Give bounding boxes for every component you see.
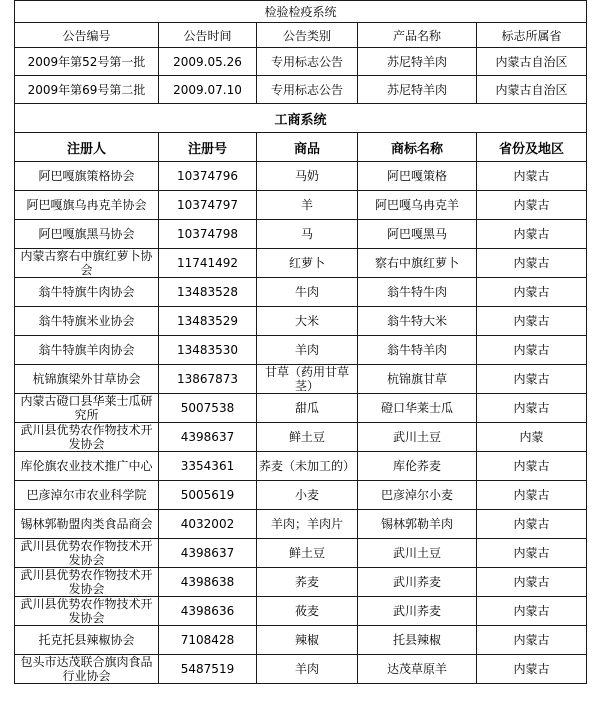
commerce-header-cell: 注册号: [159, 133, 257, 162]
inspection-header-cell: 公告时间: [159, 23, 257, 48]
commerce-cell: 马奶: [257, 162, 358, 191]
commerce-row: [15, 539, 587, 568]
commerce-row: [15, 249, 587, 278]
commerce-cell: 小麦: [257, 481, 358, 510]
commerce-cell: 内蒙古: [477, 452, 587, 481]
commerce-cell: 武川县优势农作物技术开发协会: [15, 539, 159, 568]
commerce-cell: 锡林郭勒盟肉类食品商会: [15, 510, 159, 539]
commerce-cell: 荞麦（未加工的）: [257, 452, 358, 481]
commerce-cell: 巴彦淖尔小麦: [358, 481, 477, 510]
commerce-cell: 辣椒: [257, 626, 358, 655]
section-row-inspection: [15, 1, 587, 23]
commerce-cell: 5005619: [159, 481, 257, 510]
commerce-row: [15, 394, 587, 423]
commerce-cell: 武川荞麦: [358, 568, 477, 597]
commerce-cell: 武川荞麦: [358, 597, 477, 626]
commerce-cell: 内蒙古: [477, 162, 587, 191]
commerce-cell: 达茂草原羊: [358, 655, 477, 684]
commerce-cell: 羊肉；羊肉片: [257, 510, 358, 539]
commerce-row: [15, 626, 587, 655]
commerce-cell: 大米: [257, 307, 358, 336]
commerce-row: [15, 481, 587, 510]
commerce-cell: 阿巴嘎黑马: [358, 220, 477, 249]
commerce-cell: 10374798: [159, 220, 257, 249]
commerce-row: [15, 336, 587, 365]
commerce-row: [15, 365, 587, 394]
commerce-cell: 内蒙古磴口县华莱士瓜研究所: [15, 394, 159, 423]
commerce-cell: 内蒙古: [477, 336, 587, 365]
commerce-row: [15, 510, 587, 539]
commerce-cell: 5007538: [159, 394, 257, 423]
commerce-cell: 莜麦: [257, 597, 358, 626]
inspection-cell: 2009年第69号第二批: [15, 76, 159, 104]
commerce-cell: 红萝卜: [257, 249, 358, 278]
commerce-cell: 鲜土豆: [257, 539, 358, 568]
commerce-cell: 武川土豆: [358, 539, 477, 568]
commerce-cell: 马: [257, 220, 358, 249]
commerce-cell: 察右中旗红萝卜: [358, 249, 477, 278]
commerce-cell: 甘草（药用甘草茎）: [257, 365, 358, 394]
inspection-cell: 苏尼特羊肉: [358, 76, 477, 104]
commerce-cell: 13483528: [159, 278, 257, 307]
commerce-cell: 阿巴嘎旗黑马协会: [15, 220, 159, 249]
section-title-inspection: 检验检疫系统: [15, 1, 587, 23]
commerce-cell: 锡林郭勒羊肉: [358, 510, 477, 539]
commerce-cell: 内蒙古: [477, 394, 587, 423]
commerce-cell: 内蒙古: [477, 249, 587, 278]
commerce-header-cell: 商标名称: [358, 133, 477, 162]
commerce-cell: 11741492: [159, 249, 257, 278]
inspection-header-cell: 标志所属省: [477, 23, 587, 48]
commerce-cell: 内蒙古: [477, 220, 587, 249]
commerce-cell: 内蒙古: [477, 278, 587, 307]
commerce-cell: 包头市达茂联合旗肉食品行业协会: [15, 655, 159, 684]
commerce-cell: 库伦旗农业技术推广中心: [15, 452, 159, 481]
commerce-cell: 内蒙古: [477, 539, 587, 568]
commerce-cell: 羊肉: [257, 336, 358, 365]
commerce-cell: 巴彦淖尔市农业科学院: [15, 481, 159, 510]
commerce-cell: 荞麦: [257, 568, 358, 597]
commerce-cell: 杭锦旗梁外甘草协会: [15, 365, 159, 394]
commerce-row: [15, 597, 587, 626]
inspection-header-cell: 产品名称: [358, 23, 477, 48]
commerce-header-cell: 注册人: [15, 133, 159, 162]
commerce-cell: 3354361: [159, 452, 257, 481]
section-row-commerce: [15, 104, 587, 133]
inspection-cell: 苏尼特羊肉: [358, 48, 477, 76]
inspection-header-cell: 公告类别: [257, 23, 358, 48]
commerce-cell: 4398637: [159, 539, 257, 568]
commerce-cell: 5487519: [159, 655, 257, 684]
inspection-cell: 2009.05.26: [159, 48, 257, 76]
commerce-cell: 托县辣椒: [358, 626, 477, 655]
commerce-cell: 内蒙古: [477, 481, 587, 510]
commerce-cell: 13483529: [159, 307, 257, 336]
commerce-row: [15, 452, 587, 481]
commerce-cell: 羊: [257, 191, 358, 220]
section-title-commerce: 工商系统: [15, 104, 587, 133]
commerce-cell: 翁牛特旗羊肉协会: [15, 336, 159, 365]
commerce-cell: 甜瓜: [257, 394, 358, 423]
commerce-cell: 武川土豆: [358, 423, 477, 452]
inspection-cell: 专用标志公告: [257, 76, 358, 104]
commerce-row: [15, 220, 587, 249]
commerce-cell: 内蒙古察右中旗红萝卜协会: [15, 249, 159, 278]
commerce-row: [15, 423, 587, 452]
commerce-cell: 翁牛特大米: [358, 307, 477, 336]
commerce-cell: 7108428: [159, 626, 257, 655]
commerce-cell: 羊肉: [257, 655, 358, 684]
commerce-cell: 10374797: [159, 191, 257, 220]
commerce-cell: 牛肉: [257, 278, 358, 307]
commerce-cell: 阿巴嘎旗乌冉克羊协会: [15, 191, 159, 220]
commerce-cell: 13867873: [159, 365, 257, 394]
commerce-cell: 4398637: [159, 423, 257, 452]
commerce-cell: 杭锦旗甘草: [358, 365, 477, 394]
commerce-cell: 阿巴嘎乌冉克羊: [358, 191, 477, 220]
commerce-cell: 内蒙古: [477, 655, 587, 684]
commerce-row: [15, 655, 587, 684]
inspection-header-row: [15, 23, 587, 48]
commerce-header-cell: 商品: [257, 133, 358, 162]
inspection-cell: 专用标志公告: [257, 48, 358, 76]
commerce-cell: 托克托县辣椒协会: [15, 626, 159, 655]
commerce-cell: 4032002: [159, 510, 257, 539]
commerce-cell: 鲜土豆: [257, 423, 358, 452]
inspection-row: [15, 76, 587, 104]
commerce-cell: 内蒙古: [477, 365, 587, 394]
commerce-row: [15, 307, 587, 336]
commerce-cell: 内蒙古: [477, 307, 587, 336]
commerce-cell: 库伦荞麦: [358, 452, 477, 481]
commerce-cell: 内蒙: [477, 423, 587, 452]
commerce-cell: 4398638: [159, 568, 257, 597]
commerce-cell: 4398636: [159, 597, 257, 626]
commerce-cell: 翁牛特羊肉: [358, 336, 477, 365]
commerce-row: [15, 162, 587, 191]
inspection-header-cell: 公告编号: [15, 23, 159, 48]
commerce-cell: 内蒙古: [477, 597, 587, 626]
commerce-cell: 翁牛特旗牛肉协会: [15, 278, 159, 307]
inspection-cell: 内蒙古自治区: [477, 76, 587, 104]
commerce-cell: 武川县优势农作物技术开发协会: [15, 597, 159, 626]
commerce-header-cell: 省份及地区: [477, 133, 587, 162]
commerce-cell: 13483530: [159, 336, 257, 365]
commerce-row: [15, 278, 587, 307]
commerce-cell: 阿巴嘎旗策格协会: [15, 162, 159, 191]
inspection-cell: 内蒙古自治区: [477, 48, 587, 76]
commerce-cell: 内蒙古: [477, 510, 587, 539]
inspection-cell: 2009.07.10: [159, 76, 257, 104]
commerce-cell: 10374796: [159, 162, 257, 191]
inspection-row: [15, 48, 587, 76]
commerce-row: [15, 191, 587, 220]
commerce-cell: 武川县优势农作物技术开发协会: [15, 568, 159, 597]
commerce-header-row: [15, 133, 587, 162]
commerce-cell: 武川县优势农作物技术开发协会: [15, 423, 159, 452]
inspection-cell: 2009年第52号第一批: [15, 48, 159, 76]
commerce-cell: 内蒙古: [477, 626, 587, 655]
commerce-cell: 内蒙古: [477, 191, 587, 220]
commerce-cell: 磴口华莱士瓜: [358, 394, 477, 423]
commerce-cell: 内蒙古: [477, 568, 587, 597]
commerce-cell: 翁牛特旗米业协会: [15, 307, 159, 336]
commerce-cell: 翁牛特牛肉: [358, 278, 477, 307]
commerce-row: [15, 568, 587, 597]
registration-table: [14, 0, 587, 684]
commerce-cell: 阿巴嘎策格: [358, 162, 477, 191]
